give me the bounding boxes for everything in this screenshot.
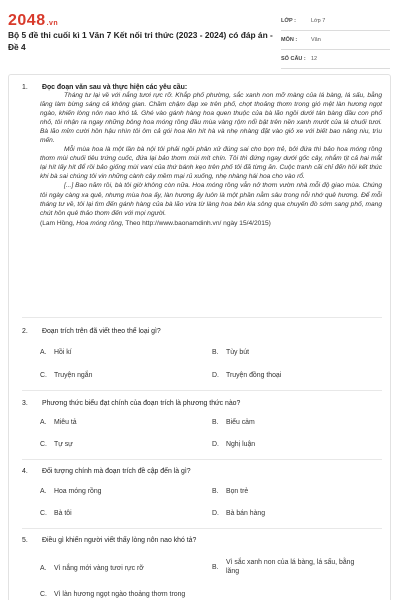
option-letter: A. xyxy=(40,565,47,572)
question-prompt: Đọc đoạn văn sau và thực hiện các yêu cầu: xyxy=(42,84,188,91)
option-letter: B. xyxy=(212,419,219,426)
question-number: 1. xyxy=(22,84,28,91)
option-text: Tự sự xyxy=(54,441,73,448)
option-c[interactable] xyxy=(40,440,73,449)
option-b[interactable] xyxy=(212,348,249,357)
option-b[interactable] xyxy=(212,418,255,427)
option-letter: D. xyxy=(212,510,219,517)
option-text: Bọn trẻ xyxy=(226,488,249,495)
option-d[interactable] xyxy=(212,371,281,380)
passage-paragraph: [...] Bao năm rồi, bà tôi giờ không còn nữa. Hoa móng rồng vẫn nở thơm vườn nhà mỗi độ giao mùa. Chúng tôi ngày càng xa quê, nhưng mùa hoa ấy, làn hương ấy luôn là một phần nằm sâu trong nỗi nhớ quê hương. Để mỗi tháng tư về, tôi lại tìm đến gánh hàng của bà lão vừa từ làng hoa bên kia sông qua chuyến đò sớm sang phố, mang chút hồn quê thảo thơm đến với mọi người. xyxy=(40,182,382,217)
divider xyxy=(22,459,382,460)
question-2 xyxy=(22,327,382,336)
source-title: Hoa móng rồng xyxy=(76,219,122,227)
option-c[interactable] xyxy=(40,371,92,380)
option-d[interactable] xyxy=(212,509,265,518)
option-text: Bà tôi xyxy=(54,510,72,517)
option-letter: A. xyxy=(40,488,47,495)
option-text: Vì nắng mới vàng tươi rực rỡ xyxy=(54,565,144,572)
question-4 xyxy=(22,467,382,476)
option-text: Nghị luận xyxy=(226,441,256,448)
meta-value: Lớp 7 xyxy=(311,18,326,24)
meta-row-count xyxy=(281,50,390,69)
passage-source xyxy=(40,219,382,228)
question-number: 2. xyxy=(22,328,28,335)
document-meta xyxy=(281,12,390,69)
option-text: Hồi kí xyxy=(54,349,72,356)
option-a[interactable] xyxy=(40,348,72,357)
option-text: Vì sắc xanh non của lá bàng, lá sấu, bằng lăng xyxy=(226,559,355,575)
document-title: Bộ 5 đề thi cuối kì 1 Văn 7 Kết nối tri thức (2023 - 2024) có đáp án - Đề 4 xyxy=(8,30,273,52)
option-letter: C. xyxy=(40,510,47,517)
option-letter: B. xyxy=(212,349,219,356)
logo-text: 2048 xyxy=(8,12,46,29)
meta-value: Văn xyxy=(311,37,321,43)
reading-passage xyxy=(40,91,382,228)
option-c[interactable] xyxy=(40,509,72,518)
divider xyxy=(22,528,382,529)
option-letter: B. xyxy=(212,564,219,571)
option-a[interactable] xyxy=(40,564,144,573)
question-prompt: Phương thức biểu đạt chính của đoạn trích là phương thức nào? xyxy=(42,400,241,407)
option-text: Miêu tả xyxy=(54,419,77,426)
divider xyxy=(22,317,382,318)
meta-key: LỚP : xyxy=(281,18,296,24)
option-text: Vì làn hương ngọt ngào thoảng thơm trong xyxy=(54,591,186,598)
question-number: 5. xyxy=(22,537,28,544)
logo-suffix: .vn xyxy=(46,20,59,27)
option-text: Bà bán hàng xyxy=(226,510,266,517)
meta-value: 12 xyxy=(311,56,318,62)
option-b[interactable] xyxy=(212,487,248,496)
meta-row-class xyxy=(281,12,390,31)
option-letter: C. xyxy=(40,441,47,448)
option-letter: D. xyxy=(212,441,219,448)
option-letter: C. xyxy=(40,372,47,379)
divider xyxy=(22,390,382,391)
option-a[interactable] xyxy=(40,487,102,496)
site-logo[interactable] xyxy=(8,12,58,30)
passage-paragraph: Tháng tư lại về với nắng tươi rực rỡ. Khắp phố phường, sắc xanh non mỡ màng của lá bàng, lá sấu, bằng lăng làm bừng sáng cả không gian. Chầm chậm đạp xe trên phố, chợt thoảng thơm trong gió mệt làn hương ngọt ngào, khiến lòng nôn nao khó tả. Ghé vào gánh hàng hoa quen thuộc của bà lão ngồi dưới tán bàng đầu con phố nhỏ, tôi nhận ra ngay những bông hoa móng rồng đầu mùa vàng rộm nổi bật trên nền xanh mướt của lá chuối tươi. Bà lão mỉm cười hồn hậu nhìn tôi ôm cả gói hoa lên hít hà và nhẹ nhàng đặt vào giỏ xe với biết bao nâng niu, trìu mến. xyxy=(40,92,382,145)
source-author: (Lam Hồng, xyxy=(40,219,77,227)
option-a[interactable] xyxy=(40,418,77,427)
option-b[interactable] xyxy=(212,558,362,576)
option-text: Tùy bút xyxy=(226,349,249,356)
meta-key: MÔN : xyxy=(281,37,298,43)
meta-row-subject xyxy=(281,31,390,50)
option-letter: A. xyxy=(40,349,47,356)
option-text: Biểu cảm xyxy=(226,419,255,426)
question-number: 3. xyxy=(22,400,28,407)
source-rest: , Theo http://www.baonamdinh.vn/ ngày 15/4/2015) xyxy=(121,219,271,227)
option-c[interactable] xyxy=(40,590,210,599)
question-prompt: Đoạn trích trên đã viết theo thể loại gì? xyxy=(42,328,161,335)
question-prompt: Điều gì khiến người viết thấy lòng nôn nao khó tả? xyxy=(42,537,197,544)
meta-key: SỐ CÂU : xyxy=(281,56,306,62)
question-number: 4. xyxy=(22,468,28,475)
option-text: Truyện ngắn xyxy=(54,372,93,379)
option-text: Truyện đồng thoại xyxy=(226,372,282,379)
question-prompt: Đối tượng chính mà đoạn trích đề cập đến là gì? xyxy=(42,468,191,475)
question-3 xyxy=(22,399,382,408)
option-letter: C. xyxy=(40,591,47,598)
option-letter: D. xyxy=(212,372,219,379)
option-letter: A. xyxy=(40,419,47,426)
option-letter: B. xyxy=(212,488,219,495)
question-5 xyxy=(22,536,382,545)
passage-paragraph: Mỗi mùa hoa là một lần bà nội tôi phải ngồi phân xử đúng sai cho bọn trẻ, bởi đứa thì bảo hoa móng rồng thơm mùi chuối tiêu trứng cuốc, đứa lại bảo thơm mùi mít chín. Tôi thì đứng ngay dưới gốc cây, nhắm tịt cả hai mắt lại hít lấy hít để rồi bảo giống mùi vani của thứ bánh kẹo trên phố tôi đã từng ăn. Cuộc tranh cãi chỉ đến hồi kết thúc khi bà sai chúng tôi vin những cành cây mềm mại rủ xuống, nhẹ nhàng hái hoa cho vào rổ. xyxy=(40,146,382,181)
option-text: Hoa móng rồng xyxy=(54,488,102,495)
option-d[interactable] xyxy=(212,440,255,449)
